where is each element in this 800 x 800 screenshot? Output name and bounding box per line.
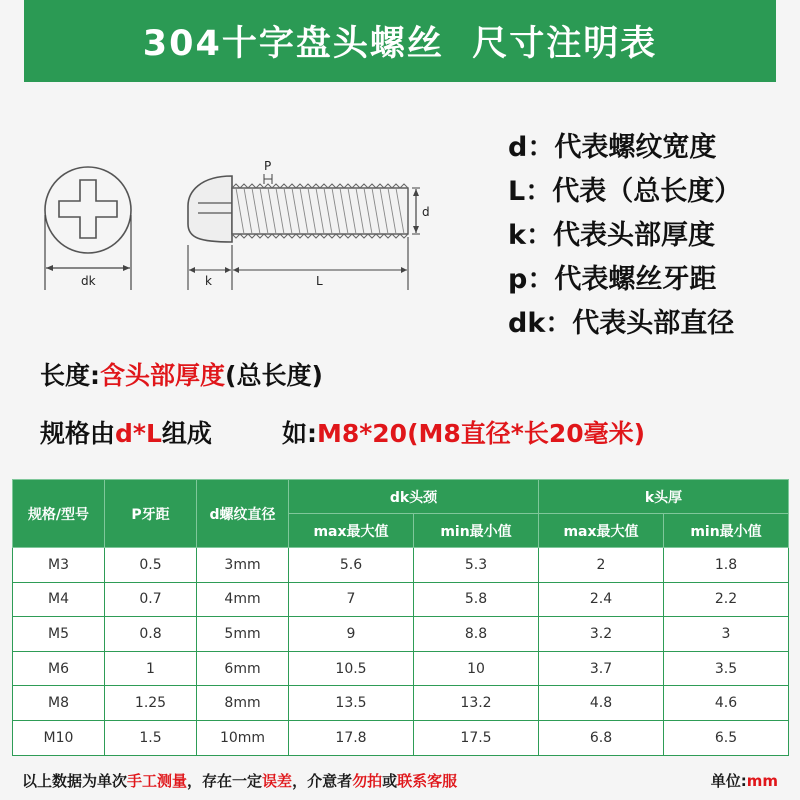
- cell-dk-min: 5.3: [414, 548, 539, 583]
- table-row: [13, 686, 789, 721]
- legend-item-k: k：代表头部厚度: [508, 220, 715, 251]
- table-header-row: [13, 480, 789, 514]
- length-note-prefix: 长度:: [40, 361, 100, 390]
- unit-note: [711, 770, 778, 791]
- l-label: L: [316, 274, 323, 288]
- table-row: [13, 582, 789, 617]
- page-title: 304十字盘头螺丝 尺寸注明表: [142, 24, 658, 64]
- cell-k-max: 6.8: [539, 720, 664, 755]
- footer-disclaimer: [22, 770, 782, 792]
- cell-dk-min: 5.8: [414, 582, 539, 617]
- screw-diagram: [20, 100, 450, 320]
- legend-item-p: p：代表螺丝牙距: [508, 264, 717, 295]
- cell-pitch: 0.5: [105, 548, 197, 583]
- title-banner: [24, 0, 776, 82]
- cell-spec: M3: [13, 548, 105, 583]
- header-k-max: max最大值: [539, 514, 664, 548]
- cell-k-min: 3.5: [664, 651, 789, 686]
- cell-pitch: 1: [105, 651, 197, 686]
- dimension-legend: [508, 126, 741, 346]
- spec-note: [40, 414, 645, 450]
- cell-k-max: 3.7: [539, 651, 664, 686]
- length-note: [40, 356, 323, 392]
- header-thread-dia: d螺纹直径: [197, 480, 289, 548]
- cell-pitch: 0.7: [105, 582, 197, 617]
- cell-k-max: 2.4: [539, 582, 664, 617]
- cell-dk-max: 9: [289, 617, 414, 652]
- dk-label: dk: [81, 274, 96, 288]
- cell-k-min: 2.2: [664, 582, 789, 617]
- cell-spec: M8: [13, 686, 105, 721]
- footer-highlight-error: 误差: [262, 772, 293, 790]
- table-row: [13, 617, 789, 652]
- header-pitch: P牙距: [105, 480, 197, 548]
- header-dk-max: max最大值: [289, 514, 414, 548]
- cell-pitch: 1.5: [105, 720, 197, 755]
- cell-k-min: 4.6: [664, 686, 789, 721]
- spec-table: [12, 479, 789, 756]
- cell-dk-max: 13.5: [289, 686, 414, 721]
- cell-spec: M10: [13, 720, 105, 755]
- screw-head-top-view: [45, 167, 131, 290]
- cell-thread-dia: 8mm: [197, 686, 289, 721]
- spec-note-prefix: 规格由: [40, 419, 116, 448]
- table-row: [13, 651, 789, 686]
- example-prefix: 如:: [281, 419, 317, 448]
- cell-dk-min: 10: [414, 651, 539, 686]
- footer-highlight-contact: 联系客服: [397, 772, 458, 790]
- header-spec: 规格/型号: [13, 480, 105, 548]
- cell-thread-dia: 6mm: [197, 651, 289, 686]
- footer-text-3: ，介意者: [292, 772, 353, 790]
- cell-thread-dia: 5mm: [197, 617, 289, 652]
- header-dk-min: min最小值: [414, 514, 539, 548]
- cell-k-max: 3.2: [539, 617, 664, 652]
- d-label: d: [422, 205, 430, 219]
- cell-dk-max: 7: [289, 582, 414, 617]
- k-label: k: [205, 274, 212, 288]
- cell-dk-max: 5.6: [289, 548, 414, 583]
- cell-dk-min: 8.8: [414, 617, 539, 652]
- cell-k-max: 4.8: [539, 686, 664, 721]
- cell-dk-min: 17.5: [414, 720, 539, 755]
- length-note-highlight: 含头部厚度: [100, 361, 226, 390]
- spec-note-suffix: 组成: [161, 419, 212, 448]
- cell-thread-dia: 4mm: [197, 582, 289, 617]
- cell-k-min: 6.5: [664, 720, 789, 755]
- cell-dk-min: 13.2: [414, 686, 539, 721]
- cell-spec: M6: [13, 651, 105, 686]
- cell-spec: M4: [13, 582, 105, 617]
- table-row: [13, 548, 789, 583]
- footer-text-2: ，存在一定: [187, 772, 263, 790]
- header-dk-group: dk头颈: [289, 480, 539, 514]
- cell-spec: M5: [13, 617, 105, 652]
- legend-item-d: d：代表螺纹宽度: [508, 132, 717, 163]
- header-k-min: min最小值: [664, 514, 789, 548]
- cell-dk-max: 10.5: [289, 651, 414, 686]
- footer-text-4: 或: [382, 772, 398, 790]
- spec-note-highlight: d*L: [115, 419, 162, 448]
- cell-k-max: 2: [539, 548, 664, 583]
- p-label: P: [264, 159, 272, 173]
- screw-side-view: [188, 159, 430, 290]
- cell-k-min: 1.8: [664, 548, 789, 583]
- footer-highlight-no-buy: 勿拍: [352, 772, 383, 790]
- cell-thread-dia: 3mm: [197, 548, 289, 583]
- cell-thread-dia: 10mm: [197, 720, 289, 755]
- footer-text-1: 以上数据为单次: [22, 772, 128, 790]
- example-highlight: M8*20(M8直径*长20毫米): [316, 419, 646, 448]
- header-k-group: k头厚: [539, 480, 789, 514]
- cell-pitch: 0.8: [105, 617, 197, 652]
- unit-label: 单位:: [710, 772, 747, 790]
- cell-pitch: 1.25: [105, 686, 197, 721]
- cell-dk-max: 17.8: [289, 720, 414, 755]
- cell-k-min: 3: [664, 617, 789, 652]
- length-note-suffix: (总长度): [225, 361, 323, 390]
- footer-highlight-manual: 手工测量: [127, 772, 188, 790]
- legend-item-dk: dk：代表头部直径: [508, 308, 735, 339]
- table-row: [13, 720, 789, 755]
- unit-value: mm: [746, 772, 778, 790]
- legend-item-l: L：代表（总长度）: [508, 176, 742, 207]
